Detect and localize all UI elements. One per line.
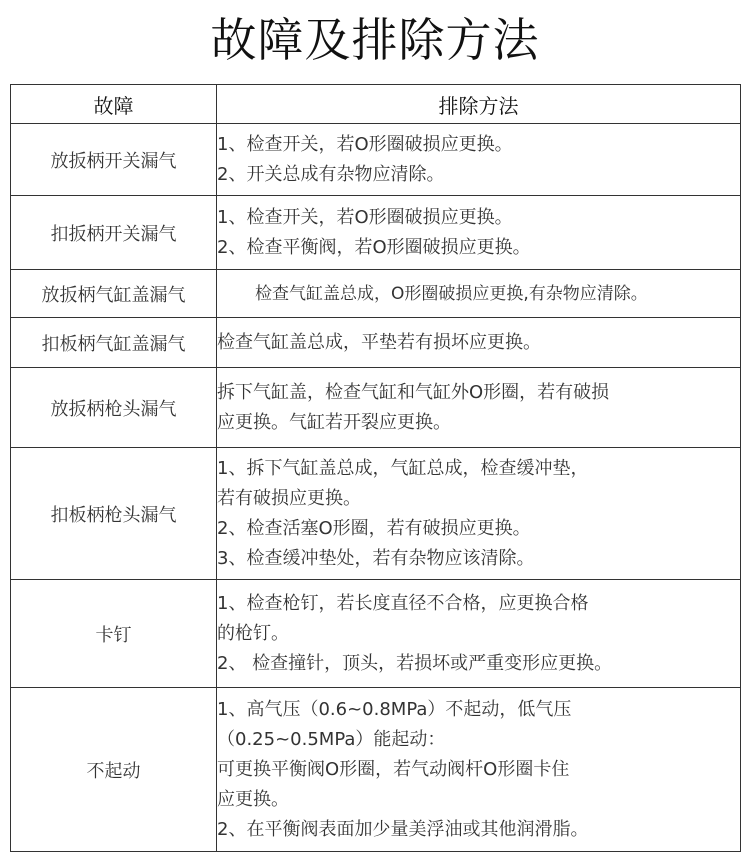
method-line: 1、检查开关，若O形圈破损应更换。 xyxy=(217,206,513,228)
method-cell xyxy=(217,580,741,688)
method-line: 应更换。气缸若开裂应更换。 xyxy=(217,411,451,433)
fault-cell: 卡钉 xyxy=(11,580,217,688)
method-cell xyxy=(217,368,741,448)
method-cell xyxy=(217,270,741,318)
table-row xyxy=(11,318,741,368)
fault-cell: 放扳柄枪头漏气 xyxy=(11,368,217,448)
method-line: 1、拆下气缸盖总成，气缸总成，检查缓冲垫， xyxy=(217,457,589,479)
method-line: 检查气缸盖总成，O形圈破损应更换,有杂物应清除。 xyxy=(255,283,648,304)
method-line: 2、检查平衡阀，若O形圈破损应更换。 xyxy=(217,236,531,258)
method-line: 2、检查活塞O形圈，若有破损应更换。 xyxy=(217,517,531,539)
method-line: 2、 检查撞针，顶头，若损坏或严重变形应更换。 xyxy=(217,652,613,674)
table-row xyxy=(11,196,741,270)
header-fault: 故障 xyxy=(11,85,217,124)
method-cell xyxy=(217,124,741,196)
table-row xyxy=(11,688,741,852)
method-cell xyxy=(217,318,741,368)
method-line: 拆下气缸盖，检查气缸和气缸外O形圈，若有破损 xyxy=(217,381,610,403)
method-line: 1、高气压（0.6~0.8MPa）不起动，低气压 xyxy=(217,698,572,720)
fault-cell: 扣板柄枪头漏气 xyxy=(11,448,217,580)
fault-cell: 不起动 xyxy=(11,688,217,852)
fault-cell: 放扳柄开关漏气 xyxy=(11,124,217,196)
table-row xyxy=(11,448,741,580)
method-line: （0.25~0.5MPa）能起动： xyxy=(217,728,446,750)
method-line: 2、开关总成有杂物应清除。 xyxy=(217,163,445,185)
method-line: 2、在平衡阀表面加少量美浮油或其他润滑脂。 xyxy=(217,818,589,840)
method-cell xyxy=(217,448,741,580)
method-line: 1、检查开关，若O形圈破损应更换。 xyxy=(217,133,513,155)
fault-cell: 放扳柄气缸盖漏气 xyxy=(11,270,217,318)
document-title: 故障及排除方法 xyxy=(210,13,540,67)
table-row xyxy=(11,124,741,196)
table-row xyxy=(11,580,741,688)
troubleshooting-table xyxy=(10,84,741,852)
method-cell xyxy=(217,196,741,270)
table-row xyxy=(11,368,741,448)
method-line: 应更换。 xyxy=(217,788,289,810)
method-line: 若有破损应更换。 xyxy=(217,487,361,509)
method-cell xyxy=(217,688,741,852)
method-line: 可更换平衡阀O形圈，若气动阀杆O形圈卡住 xyxy=(217,758,570,780)
header-method: 排除方法 xyxy=(217,85,741,124)
fault-cell: 扣板柄气缸盖漏气 xyxy=(11,318,217,368)
method-line: 的枪钉。 xyxy=(217,622,289,644)
table-header-row xyxy=(11,85,741,124)
method-line: 3、检查缓冲垫处，若有杂物应该清除。 xyxy=(217,547,535,569)
method-line: 检查气缸盖总成，平垫若有损坏应更换。 xyxy=(217,331,541,353)
method-line: 1、检查枪钉，若长度直径不合格，应更换合格 xyxy=(217,592,589,614)
table-row xyxy=(11,270,741,318)
fault-cell: 扣扳柄开关漏气 xyxy=(11,196,217,270)
